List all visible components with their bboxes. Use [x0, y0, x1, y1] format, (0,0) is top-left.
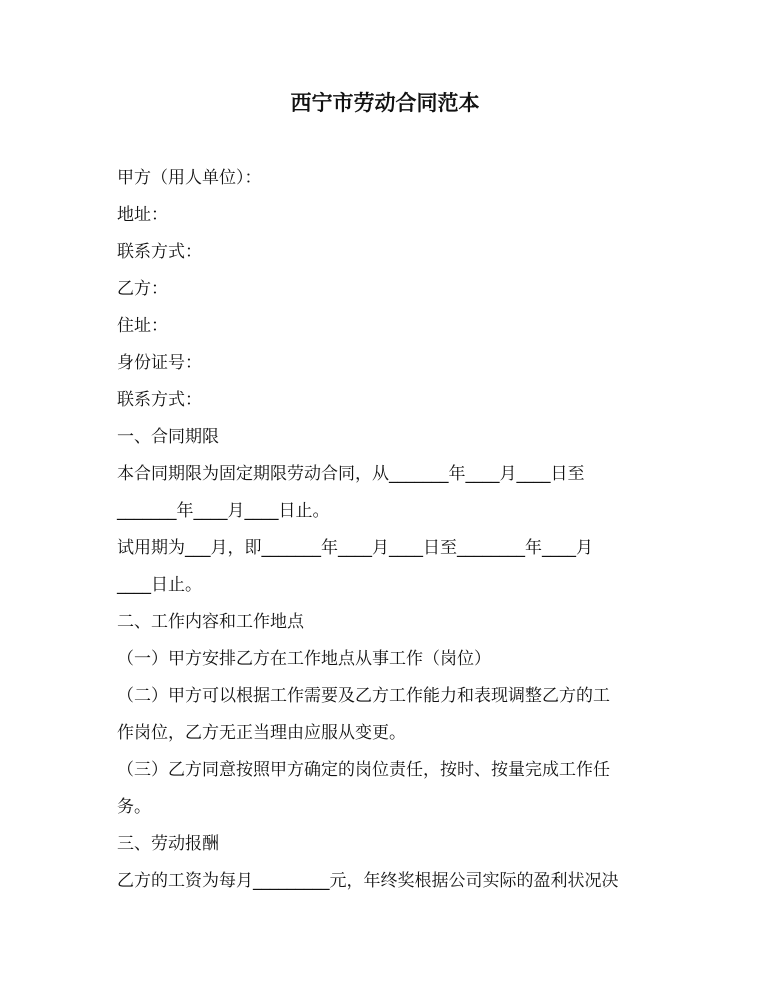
party-a-label: 甲方（用人单位）：	[117, 168, 262, 188]
probation-line-1: 试用期为___月，即_______年____月____日至________年____月	[117, 538, 593, 558]
party-a-contact-label: 联系方式：	[117, 242, 202, 262]
clause-2-2-line-1: （二）甲方可以根据工作需要及乙方工作能力和表现调整乙方的工	[117, 686, 610, 706]
contract-term-line-2: _______年____月____日止。	[117, 501, 330, 521]
contract-term-line-1: 本合同期限为固定期限劳动合同，从_______年____月____日至	[117, 464, 585, 484]
section-1-heading: 一、合同期限	[117, 427, 219, 447]
party-b-label: 乙方：	[117, 279, 168, 299]
clause-2-2-line-2: 作岗位，乙方无正当理由应服从变更。	[117, 723, 406, 743]
clause-2-1: （一）甲方安排乙方在工作地点从事工作（岗位）	[117, 649, 491, 669]
document-title: 西宁市劳动合同范本	[290, 91, 480, 115]
clause-2-3-line-2: 务。	[117, 797, 151, 817]
party-b-id-label: 身份证号：	[117, 353, 202, 373]
party-b-address-label: 住址：	[117, 316, 168, 336]
clause-2-3-line-1: （三）乙方同意按照甲方确定的岗位责任，按时、按量完成工作任	[117, 760, 610, 780]
party-b-contact-label: 联系方式：	[117, 390, 202, 410]
section-3-heading: 三、劳动报酬	[117, 834, 219, 854]
salary-line-1: 乙方的工资为每月_________元，年终奖根据公司实际的盈利状况决	[117, 871, 619, 891]
party-a-address-label: 地址：	[117, 205, 168, 225]
probation-line-2: ____日止。	[117, 575, 202, 595]
section-2-heading: 二、工作内容和工作地点	[117, 612, 304, 632]
